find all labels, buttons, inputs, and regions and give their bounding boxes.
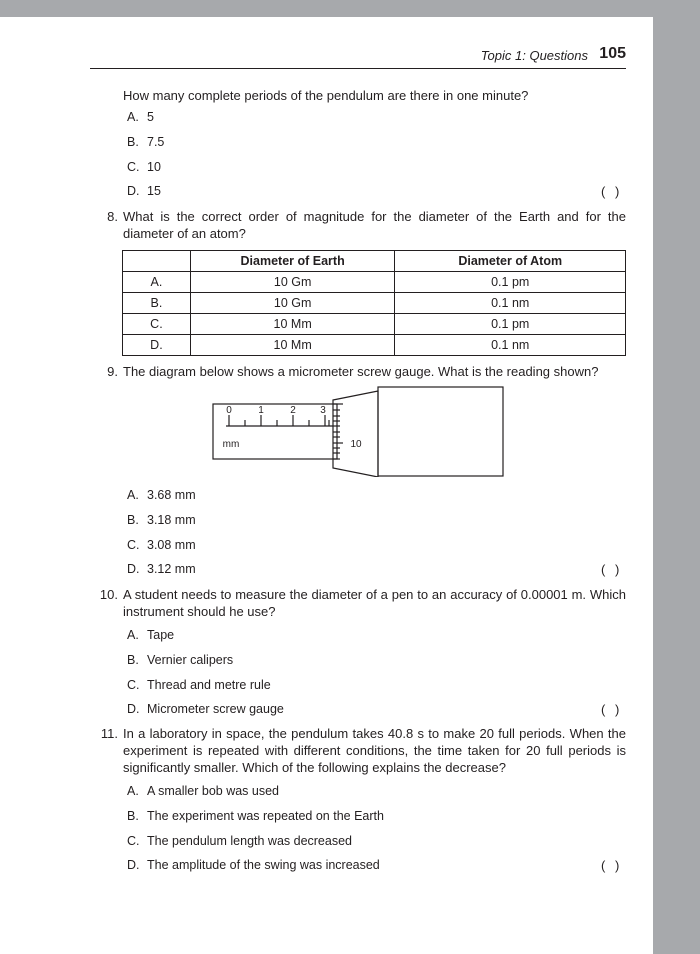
table-cell: 0.1 nm <box>395 293 626 314</box>
q10-option-b-text: Vernier calipers <box>147 653 234 667</box>
q11-option-b-text: The experiment was repeated on the Earth <box>147 809 384 823</box>
running-title: Topic 1: Questions <box>480 48 588 63</box>
q9-option-d-label: D. <box>127 562 140 576</box>
q7-option-d-text: 15 <box>147 184 161 198</box>
q8-number: 8. <box>107 209 118 224</box>
q7-option-a-text: 5 <box>147 110 154 124</box>
q9-option-d-text: 3.12 mm <box>147 562 196 576</box>
q11-option-c-label: C. <box>127 834 140 848</box>
top-margin-bar <box>0 0 700 17</box>
q9-option-c-text: 3.08 mm <box>147 538 196 552</box>
table-cell: 10 Mm <box>190 335 395 356</box>
q11-option-a-label: A. <box>127 784 139 798</box>
q11-text-line2: experiment is repeated with different conditions, the time taken for 20 full periods is <box>123 743 626 758</box>
table-row <box>123 293 626 314</box>
table-cell: 10 Gm <box>190 272 395 293</box>
table-cell: 10 Mm <box>190 314 395 335</box>
q7-option-a-label: A. <box>127 110 139 124</box>
q10-option-c-text: Thread and metre rule <box>147 678 271 692</box>
table-header-row <box>123 251 626 272</box>
table-cell: D. <box>123 335 191 356</box>
q9-number: 9. <box>107 364 118 379</box>
q9-answer-box: ( ) <box>601 562 620 577</box>
main-scale-label: 1 <box>258 405 264 416</box>
q10-option-d-label: D. <box>127 702 140 716</box>
q11-number: 11. <box>100 726 118 741</box>
q7-answer-box: ( ) <box>601 184 620 199</box>
q7-option-d-label: D. <box>127 184 140 198</box>
q11-option-b-label: B. <box>127 809 139 823</box>
table-row <box>123 272 626 293</box>
ratchet-barrel <box>378 387 503 476</box>
unit-label: mm <box>222 439 240 450</box>
q10-option-b-label: B. <box>127 653 139 667</box>
magnitude-table <box>122 250 626 356</box>
q11-text-line1: In a laboratory in space, the pendulum takes 40.8 s to make 20 full periods. When the <box>123 726 626 741</box>
table-cell: 0.1 pm <box>395 272 626 293</box>
micrometer-diagram <box>210 385 510 477</box>
q7-option-b-text: 7.5 <box>147 135 165 149</box>
table-header-cell: Diameter of Earth <box>190 251 395 272</box>
q11-option-d-label: D. <box>127 858 140 872</box>
q7-option-c-text: 10 <box>147 160 161 174</box>
q8-text-line2: diameter of an atom? <box>123 226 246 241</box>
q10-number: 10. <box>99 587 118 602</box>
main-scale-label: 2 <box>290 405 296 416</box>
table-header-cell <box>123 251 191 272</box>
q10-text-line2: instrument should he use? <box>123 604 276 619</box>
main-scale-label: 3 <box>320 405 326 416</box>
table-cell: 10 Gm <box>190 293 395 314</box>
header-rule <box>90 68 626 69</box>
page-header <box>0 45 626 67</box>
table-row <box>123 335 626 356</box>
table-cell: C. <box>123 314 191 335</box>
q11-text-line3: significantly smaller. Which of the following explains the decrease? <box>123 760 506 775</box>
table-cell: 0.1 nm <box>395 335 626 356</box>
q9-option-a-text: 3.68 mm <box>147 488 196 502</box>
q7-option-c-label: C. <box>127 160 140 174</box>
q7-option-b-label: B. <box>127 135 139 149</box>
table-cell: 0.1 pm <box>395 314 626 335</box>
q10-text-line1: A student needs to measure the diameter of a pen to an accuracy of 0.00001 m. Which <box>123 587 626 602</box>
page-number: 105 <box>599 45 626 62</box>
q8-text-line1: What is the correct order of magnitude for the diameter of the Earth and for the <box>123 209 626 224</box>
q9-option-c-label: C. <box>127 538 140 552</box>
table-cell: A. <box>123 272 191 293</box>
thimble-scale-label: 10 <box>350 439 362 450</box>
q10-option-a-label: A. <box>127 628 139 642</box>
q10-option-d-text: Micrometer screw gauge <box>147 702 284 716</box>
q11-option-c-text: The pendulum length was decreased <box>147 834 352 848</box>
main-scale-label: 0 <box>226 405 232 416</box>
q10-option-c-label: C. <box>127 678 140 692</box>
table-cell: B. <box>123 293 191 314</box>
q9-option-a-label: A. <box>127 488 139 502</box>
q7-question: How many complete periods of the pendulum are there in one minute? <box>123 88 529 103</box>
q9-option-b-label: B. <box>127 513 139 527</box>
q11-option-d-text: The amplitude of the swing was increased <box>147 858 380 872</box>
q11-option-a-text: A smaller bob was used <box>147 784 280 798</box>
table-header-cell: Diameter of Atom <box>395 251 626 272</box>
q10-option-a-text: Tape <box>147 628 175 642</box>
table-row <box>123 314 626 335</box>
right-margin-bar <box>653 0 700 954</box>
q9-question: The diagram below shows a micrometer screw gauge. What is the reading shown? <box>123 364 599 379</box>
q11-answer-box: ( ) <box>601 858 620 873</box>
q9-option-b-text: 3.18 mm <box>147 513 196 527</box>
q10-answer-box: ( ) <box>601 702 620 717</box>
